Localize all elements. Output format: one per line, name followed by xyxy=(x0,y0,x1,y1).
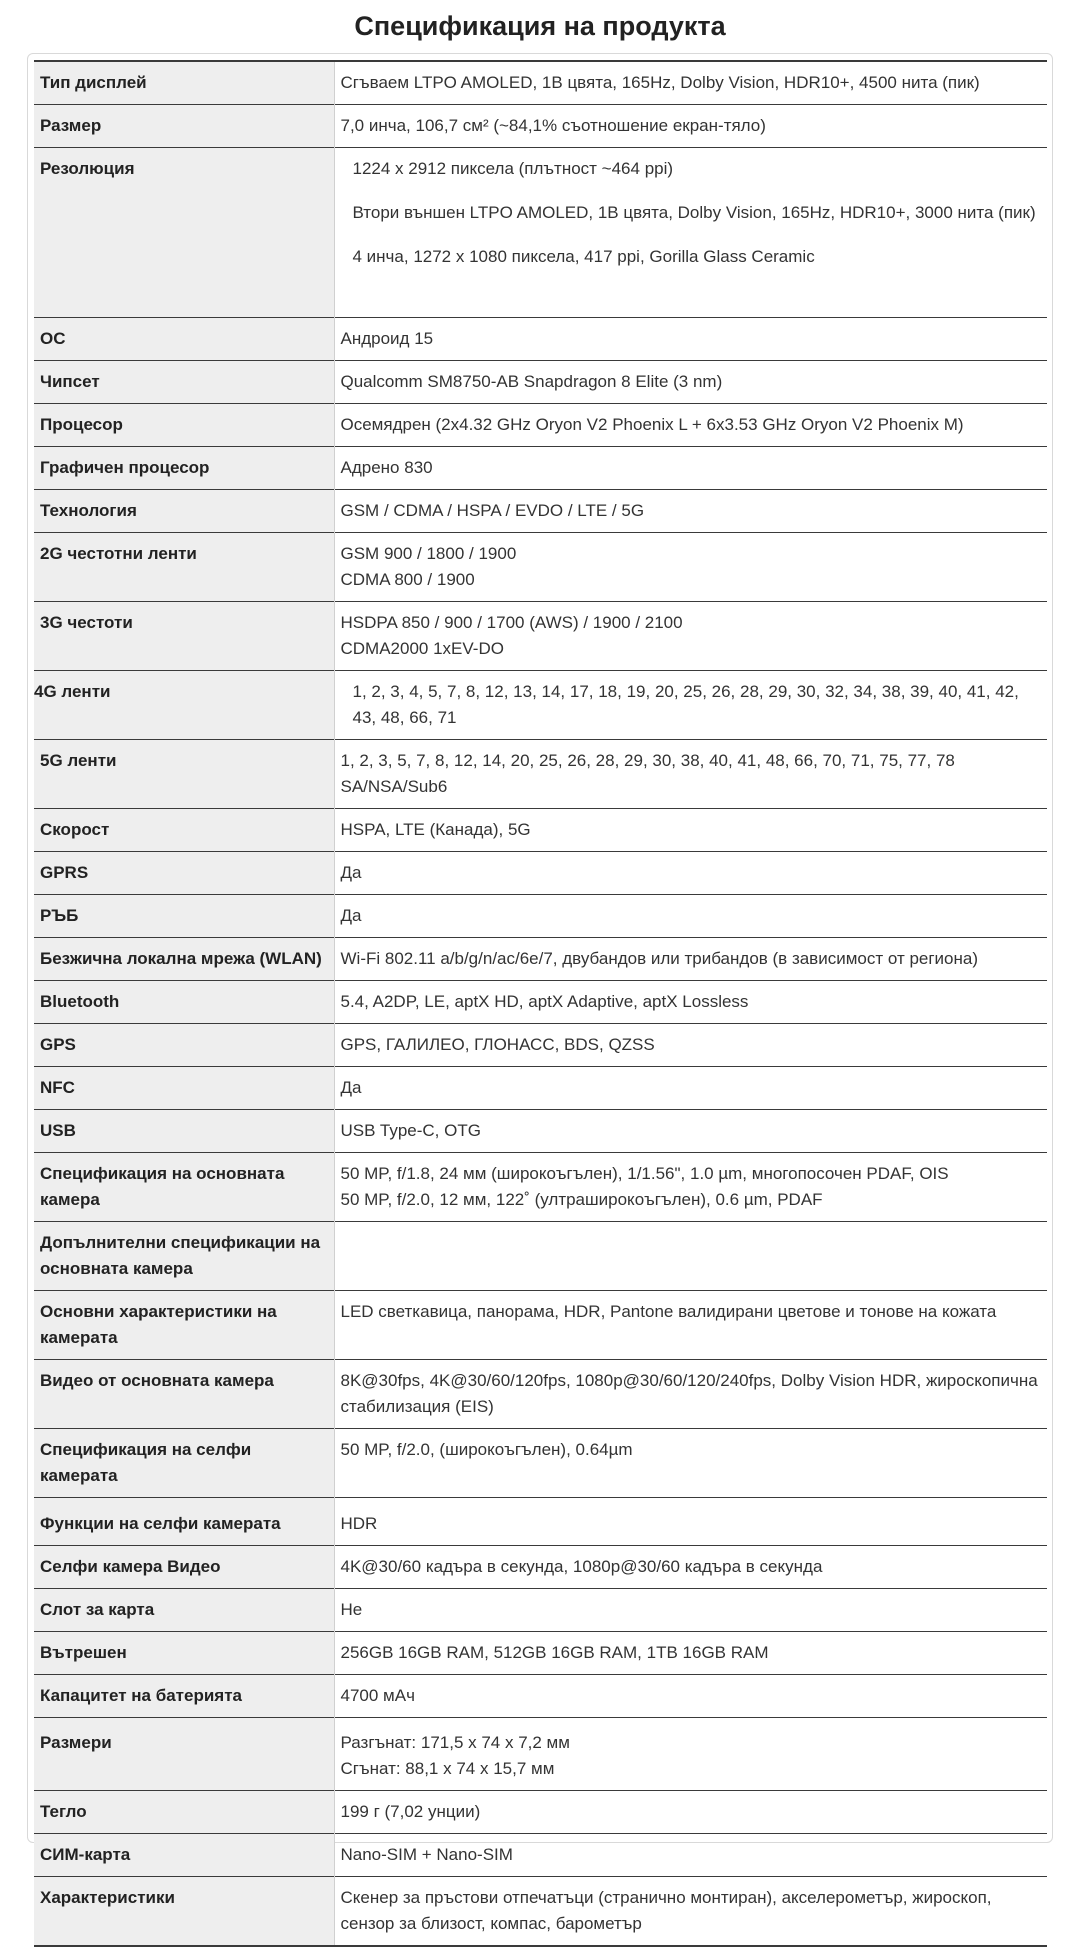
spec-row-selfie-features xyxy=(34,1498,1047,1546)
spec-value-line: 256GB 16GB RAM, 512GB 16GB RAM, 1TB 16GB RAM xyxy=(340,1643,769,1662)
spec-value-line: Да xyxy=(340,863,362,882)
spec-label: USB xyxy=(34,1110,334,1153)
spec-row-speed xyxy=(34,809,1047,852)
spec-value-line: USB Type-C, OTG xyxy=(340,1121,481,1140)
spec-label: Процесор xyxy=(34,404,334,447)
spec-value xyxy=(334,148,1047,318)
spec-value-line: Да xyxy=(340,1078,362,1097)
spec-value xyxy=(334,671,1047,740)
spec-label: Видео от основната камера xyxy=(34,1360,334,1429)
spec-value xyxy=(334,981,1047,1024)
spec-value-line: LED светкавица, панорама, HDR, Pantone валидирани цветове и тонове на кожата xyxy=(340,1302,997,1321)
spec-label: GPS xyxy=(34,1024,334,1067)
spec-value xyxy=(334,1024,1047,1067)
spec-label: Размери xyxy=(34,1718,334,1791)
spec-value-paragraph: Втори външен LTPO AMOLED, 1B цвята, Dolby Vision, 165Hz, HDR10+, 3000 нита (пик) xyxy=(352,203,1036,222)
spec-value-line: 7,0 инча, 106,7 см² (~84,1% съотношение екран-тяло) xyxy=(340,116,766,135)
spec-row-technology xyxy=(34,490,1047,533)
spec-value xyxy=(334,602,1047,671)
spec-value xyxy=(334,852,1047,895)
spec-label: NFC xyxy=(34,1067,334,1110)
spec-row-os xyxy=(34,318,1047,361)
spec-value-line: Осемядрен (2x4.32 GHz Oryon V2 Phoenix L + 6x3.53 GHz Oryon V2 Phoenix M) xyxy=(340,415,964,434)
spec-label: Скорост xyxy=(34,809,334,852)
spec-label: Капацитет на батерията xyxy=(34,1675,334,1718)
spec-value-line: Wi-Fi 802.11 a/b/g/n/ac/6e/7, двубандов или трибандов (в зависимост от региона) xyxy=(340,949,979,968)
spec-label: ОС xyxy=(34,318,334,361)
spec-value-line: GSM 900 / 1800 / 1900 xyxy=(340,544,517,563)
spec-value xyxy=(334,1429,1047,1498)
spec-value xyxy=(334,1589,1047,1632)
spec-label: Спецификация на основната камера xyxy=(34,1153,334,1222)
spec-row-sim xyxy=(34,1834,1047,1877)
spec-value-line: Андроид 15 xyxy=(340,329,434,348)
spec-row-resolution xyxy=(34,148,1047,318)
spec-label: 3G честоти xyxy=(34,602,334,671)
spec-row-internal xyxy=(34,1632,1047,1675)
spec-value xyxy=(334,1834,1047,1877)
spec-label: Тип дисплей xyxy=(34,61,334,105)
spec-value xyxy=(334,938,1047,981)
spec-value-line: HSPA, LTE (Канада), 5G xyxy=(340,820,531,839)
spec-row-selfie-camera xyxy=(34,1429,1047,1498)
spec-label: 2G честотни ленти xyxy=(34,533,334,602)
spec-value xyxy=(334,61,1047,105)
spec-value xyxy=(334,361,1047,404)
spec-value-line: Сгънат: 88,1 x 74 x 15,7 мм xyxy=(340,1759,555,1778)
spec-value-line: 1, 2, 3, 4, 5, 7, 8, 12, 13, 14, 17, 18, 19, 20, 25, 26, 28, 29, 30, 32, 34, 38, 39, 40, 41, 42, 43, 48, 66, 71 xyxy=(352,682,1019,727)
spec-label: Функции на селфи камерата xyxy=(34,1498,334,1546)
spec-label: Тегло xyxy=(34,1791,334,1834)
spec-value xyxy=(334,809,1047,852)
spec-value-line: Не xyxy=(340,1600,363,1619)
spec-row-size xyxy=(34,105,1047,148)
spec-value xyxy=(334,1291,1047,1360)
spec-value-line: 4700 мАч xyxy=(340,1686,415,1705)
spec-row-gprs xyxy=(34,852,1047,895)
spec-value-line: GSM / CDMA / HSPA / EVDO / LTE / 5G xyxy=(340,501,645,520)
spec-label: Безжична локална мрежа (WLAN) xyxy=(34,938,334,981)
spec-value-line: Сгъваем LTPO AMOLED, 1B цвята, 165Hz, Dolby Vision, HDR10+, 4500 нита (пик) xyxy=(340,73,980,92)
spec-value-paragraph: 1224 x 2912 пиксела (плътност ~464 ppi) xyxy=(352,159,674,178)
spec-row-main-camera-extra xyxy=(34,1222,1047,1291)
spec-row-card-slot xyxy=(34,1589,1047,1632)
spec-label: Характеристики xyxy=(34,1877,334,1947)
spec-label: 4G ленти xyxy=(34,671,334,740)
spec-value xyxy=(334,1718,1047,1791)
spec-label: Резолюция xyxy=(34,148,334,318)
spec-value xyxy=(334,1360,1047,1429)
spec-value-line: Адрено 830 xyxy=(340,458,433,477)
spec-value-line: 50 MP, f/2.0, 12 мм, 122˚ (ултраширокоъгълен), 0.6 µm, PDAF xyxy=(340,1190,823,1209)
spec-label: Bluetooth xyxy=(34,981,334,1024)
spec-label: Графичен процесор xyxy=(34,447,334,490)
spec-label: РЪБ xyxy=(34,895,334,938)
spec-row-weight xyxy=(34,1791,1047,1834)
spec-row-5g-bands xyxy=(34,740,1047,809)
spec-row-main-video xyxy=(34,1360,1047,1429)
spec-label: Размер xyxy=(34,105,334,148)
spec-value-line: 8K@30fps, 4K@30/60/120fps, 1080p@30/60/120/240fps, Dolby Vision HDR, жироскопична стабилизация (EIS) xyxy=(340,1371,1038,1416)
spec-value xyxy=(334,1153,1047,1222)
spec-value-line: HSDPA 850 / 900 / 1700 (AWS) / 1900 / 2100 xyxy=(340,613,683,632)
spec-value-line: 4K@30/60 кадъра в секунда, 1080p@30/60 кадъра в секунда xyxy=(340,1557,823,1576)
spec-value xyxy=(334,1877,1047,1947)
spec-label: 5G ленти xyxy=(34,740,334,809)
spec-row-cpu xyxy=(34,404,1047,447)
spec-label: Спецификация на селфи камерата xyxy=(34,1429,334,1498)
spec-value-line: 199 г (7,02 унции) xyxy=(340,1802,481,1821)
spec-value-line: Разгънат: 171,5 x 74 x 7,2 мм xyxy=(340,1733,570,1752)
spec-row-dimensions xyxy=(34,1718,1047,1791)
spec-label: СИМ-карта xyxy=(34,1834,334,1877)
spec-value-line: 5.4, A2DP, LE, aptX HD, aptX Adaptive, aptX Lossless xyxy=(340,992,749,1011)
spec-row-2g-bands xyxy=(34,533,1047,602)
spec-value xyxy=(334,318,1047,361)
spec-row-selfie-video xyxy=(34,1546,1047,1589)
spec-value xyxy=(334,105,1047,148)
spec-value-line: 50 MP, f/1.8, 24 мм (широкоъгълен), 1/1.56", 1.0 µm, многопосочен PDAF, OIS xyxy=(340,1164,949,1183)
spec-value xyxy=(334,1498,1047,1546)
spec-value xyxy=(334,1222,1047,1291)
spec-value xyxy=(334,1632,1047,1675)
spec-value xyxy=(334,740,1047,809)
spec-label: Основни характеристики на камерата xyxy=(34,1291,334,1360)
spec-value-line: CDMA2000 1xEV-DO xyxy=(340,639,504,658)
spec-row-chipset xyxy=(34,361,1047,404)
spec-row-4g-bands xyxy=(34,671,1047,740)
spec-row-gps xyxy=(34,1024,1047,1067)
spec-table xyxy=(34,60,1047,1947)
spec-value-line: Скенер за пръстови отпечатъци (странично монтиран), акселерометър, жироскоп, сензор за близост, компас, барометър xyxy=(340,1888,992,1933)
spec-value xyxy=(334,1110,1047,1153)
spec-row-camera-features xyxy=(34,1291,1047,1360)
spec-label: Технология xyxy=(34,490,334,533)
spec-value-line: 50 MP, f/2.0, (широкоъгълен), 0.64µm xyxy=(340,1440,633,1459)
spec-row-wlan xyxy=(34,938,1047,981)
spec-value xyxy=(334,1675,1047,1718)
spec-row-nfc xyxy=(34,1067,1047,1110)
spec-row-features xyxy=(34,1877,1047,1947)
spec-value-paragraph: 4 инча, 1272 x 1080 пиксела, 417 ppi, Gorilla Glass Ceramic xyxy=(352,247,815,266)
spec-value xyxy=(334,533,1047,602)
spec-value xyxy=(334,1067,1047,1110)
spec-label: Чипсет xyxy=(34,361,334,404)
spec-label: Вътрешен xyxy=(34,1632,334,1675)
spec-label: Селфи камера Видео xyxy=(34,1546,334,1589)
spec-row-gpu xyxy=(34,447,1047,490)
spec-row-display-type xyxy=(34,61,1047,105)
spec-value xyxy=(334,895,1047,938)
spec-label: Допълнителни спецификации на основната камера xyxy=(34,1222,334,1291)
page-title: Спецификация на продукта xyxy=(354,11,726,41)
spec-row-edge xyxy=(34,895,1047,938)
spec-row-main-camera xyxy=(34,1153,1047,1222)
spec-row-bluetooth xyxy=(34,981,1047,1024)
spec-value-line: HDR xyxy=(340,1514,378,1533)
spec-row-usb xyxy=(34,1110,1047,1153)
spec-value-line: Qualcomm SM8750-AB Snapdragon 8 Elite (3 nm) xyxy=(340,372,723,391)
spec-value xyxy=(334,490,1047,533)
spec-value-line: 1, 2, 3, 5, 7, 8, 12, 14, 20, 25, 26, 28, 29, 30, 38, 40, 41, 48, 66, 70, 71, 75, 77, 78 SA/NSA/Sub6 xyxy=(340,751,955,796)
spec-label: Слот за карта xyxy=(34,1589,334,1632)
spec-row-battery xyxy=(34,1675,1047,1718)
spec-value-line: GPS, ГАЛИЛЕО, ГЛОНАСС, BDS, QZSS xyxy=(340,1035,655,1054)
spec-label: GPRS xyxy=(34,852,334,895)
spec-value-line: CDMA 800 / 1900 xyxy=(340,570,475,589)
spec-value xyxy=(334,447,1047,490)
spec-value-line: Nano-SIM + Nano-SIM xyxy=(340,1845,513,1864)
spec-value xyxy=(334,1546,1047,1589)
spec-value xyxy=(334,404,1047,447)
spec-value-line: Да xyxy=(340,906,362,925)
spec-value xyxy=(334,1791,1047,1834)
spec-row-3g-bands xyxy=(34,602,1047,671)
